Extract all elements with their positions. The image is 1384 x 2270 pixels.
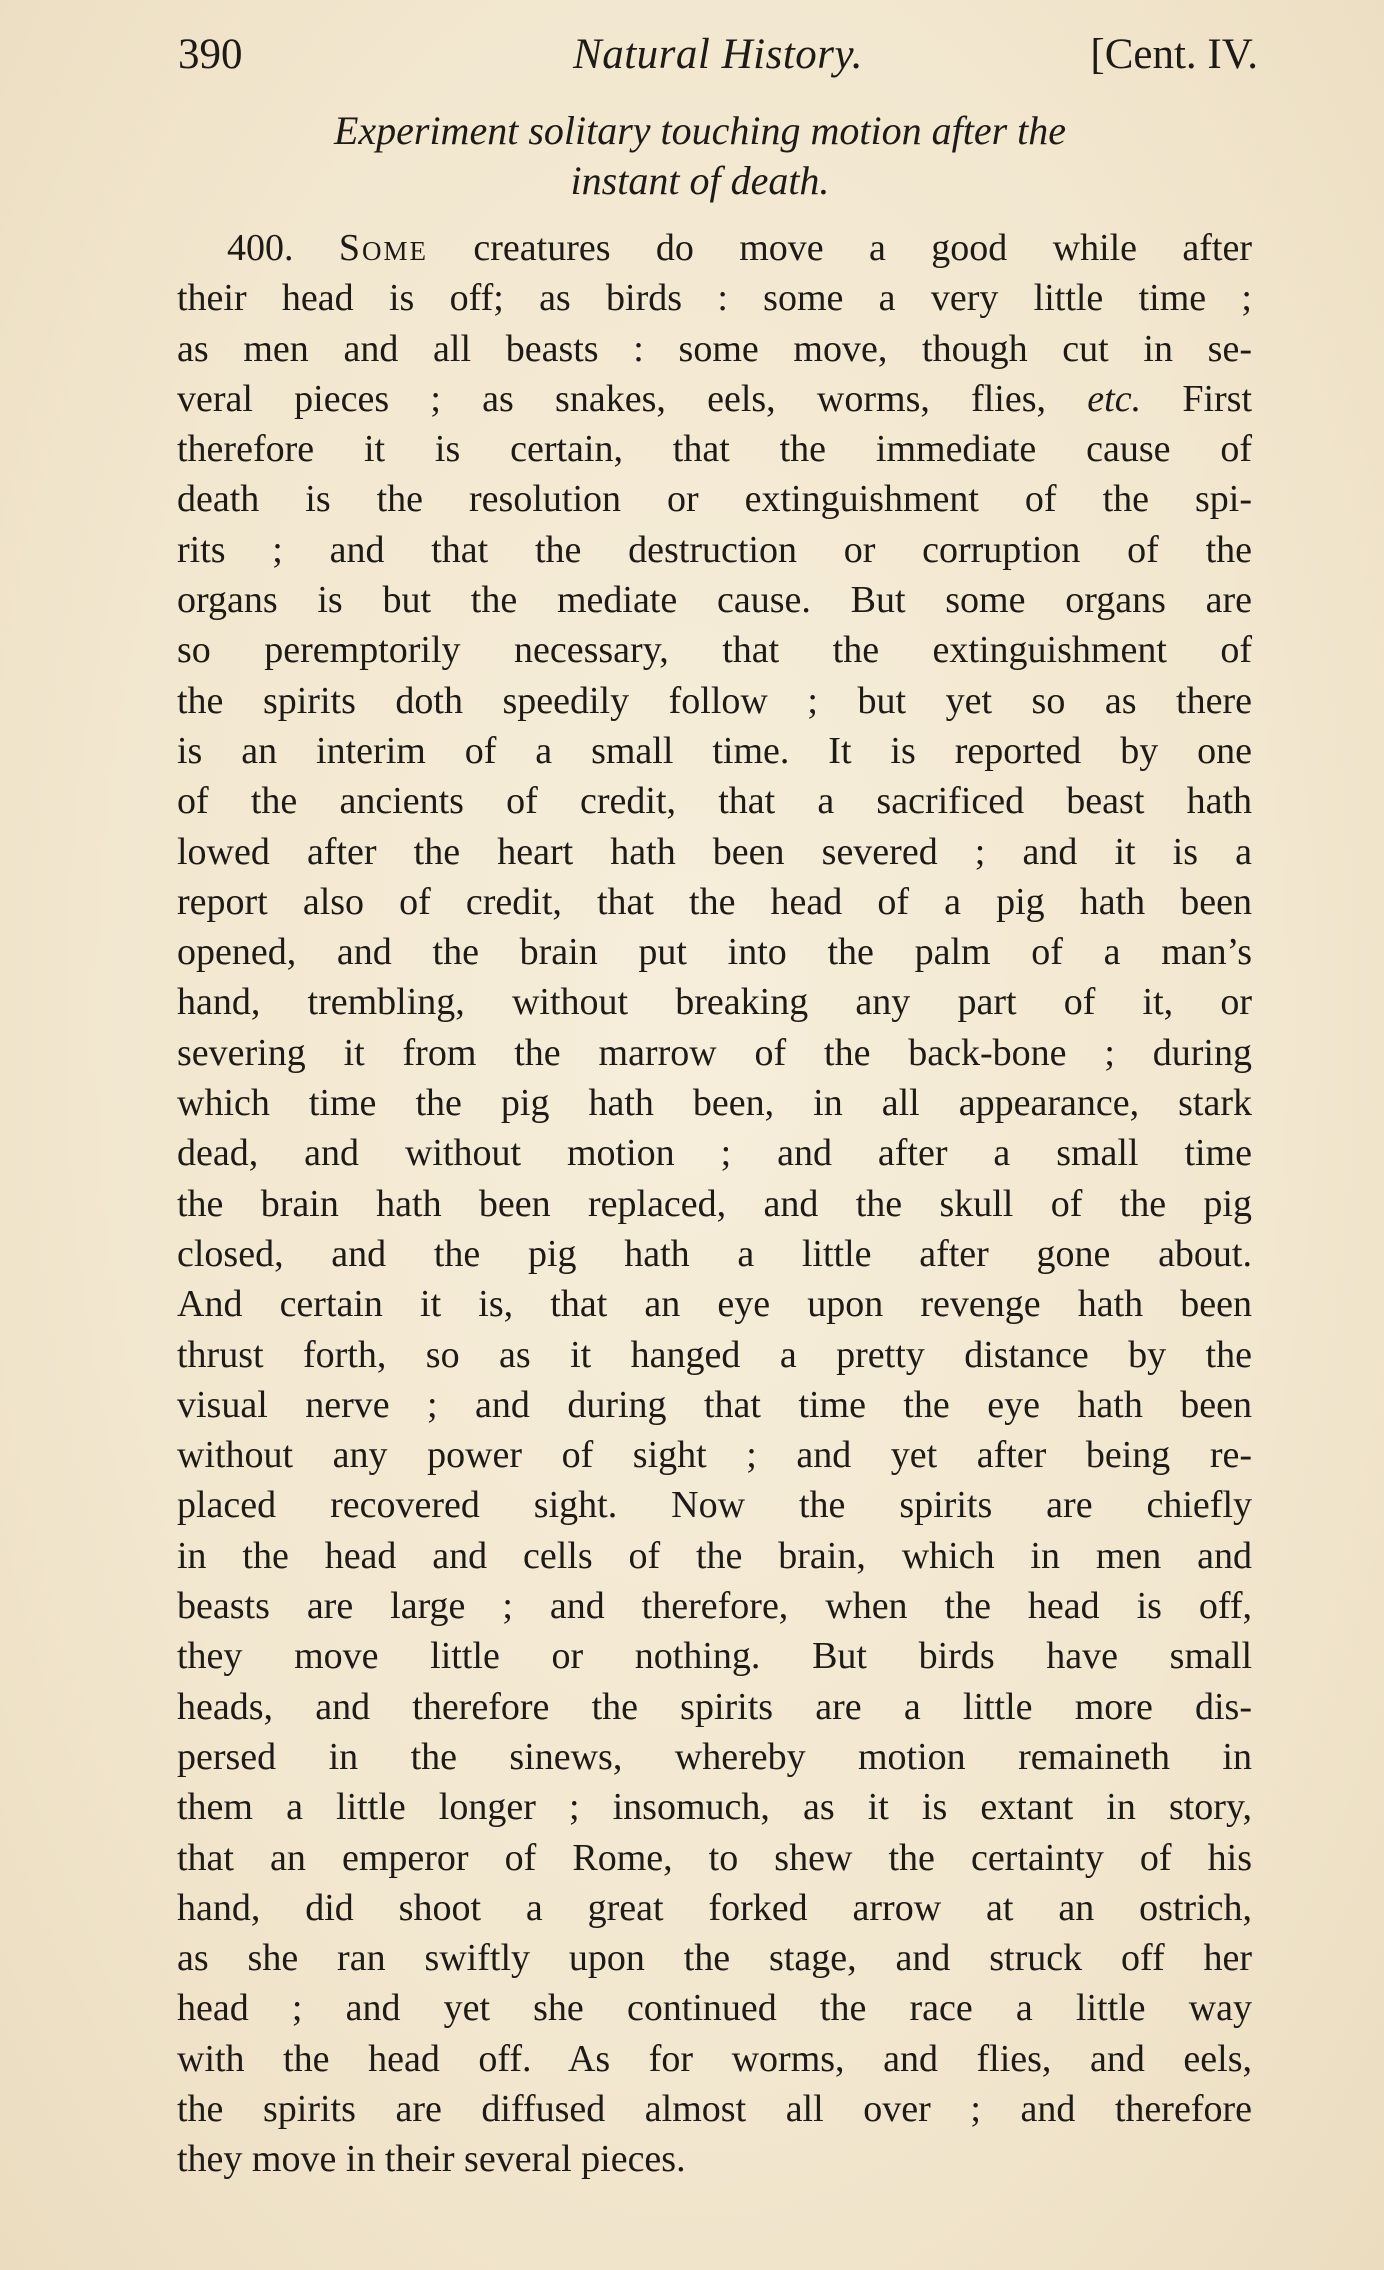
text-line: as men and all beasts : some move, though cut in se- — [177, 327, 1252, 370]
running-section: [Cent. IV. — [1090, 31, 1258, 78]
text-line: as she ran swiftly upon the stage, and struck off her — [177, 1937, 1252, 1980]
text-line: of the ancients of credit, that a sacrificed beast hath — [177, 780, 1252, 823]
text-line: in the head and cells of the brain, which in men and — [177, 1534, 1252, 1577]
paragraph-400 — [177, 223, 1252, 2185]
text-line: placed recovered sight. Now the spirits are chiefly — [177, 1484, 1252, 1527]
text-line: rits ; and that the destruction or corruption of the — [177, 528, 1252, 571]
text-line: beasts are large ; and therefore, when the head is off, — [177, 1585, 1252, 1628]
text-line: closed, and the pig hath a little after gone about. — [177, 1232, 1252, 1275]
paragraph-number: 400. — [227, 227, 294, 269]
text-line-with-italic: veral pieces ; as snakes, eels, worms, flies, etc. First — [177, 377, 1253, 420]
text-line: their head is off; as birds : some a very little time ; — [177, 277, 1252, 320]
running-title: Natural History. — [573, 31, 863, 78]
text-line: hand, did shoot a great forked arrow at an ostrich, — [177, 1886, 1252, 1929]
text-line: so peremptorily necessary, that the extinguishment of — [177, 629, 1252, 672]
italic-etc: etc. — [1087, 377, 1142, 420]
paragraph-first-line-text: creatures do move a good while after — [473, 227, 1253, 269]
text-line: they move little or nothing. But birds have small — [177, 1635, 1252, 1678]
text-line: death is the resolution or extinguishment of the spi- — [177, 478, 1252, 521]
text-line: severing it from the marrow of the back-bone ; during — [177, 1031, 1252, 1074]
text-line: opened, and the brain put into the palm of a man’s — [177, 931, 1252, 974]
section-title — [200, 106, 1200, 206]
text-line: with the head off. As for worms, and flies, and eels, — [177, 2037, 1252, 2080]
text-line: which time the pig hath been, in all appearance, stark — [177, 1082, 1252, 1125]
text-line: persed in the sinews, whereby motion remaineth in — [177, 1735, 1252, 1778]
text-line: And certain it is, that an eye upon revenge hath been — [177, 1283, 1252, 1326]
text-line-last: they move in their several pieces. — [177, 2138, 686, 2181]
paragraph-first-line — [177, 223, 1252, 273]
text-line: report also of credit, that the head of a pig hath been — [177, 880, 1252, 923]
text-line: that an emperor of Rome, to shew the certainty of his — [177, 1836, 1252, 1879]
section-title-line-2: instant of death. — [570, 158, 830, 203]
text-line: lowed after the heart hath been severed ; and it is a — [177, 830, 1252, 873]
page-number: 390 — [178, 31, 243, 78]
text-line: the spirits doth speedily follow ; but yet so as there — [177, 679, 1252, 722]
text-line: them a little longer ; insomuch, as it is extant in story, — [177, 1786, 1252, 1829]
text-line: organs is but the mediate cause. But some organs are — [177, 579, 1252, 622]
text-line: without any power of sight ; and yet after being re- — [177, 1434, 1252, 1477]
text-line: heads, and therefore the spirits are a little more dis- — [177, 1685, 1252, 1728]
section-title-line-1: Experiment solitary touching motion after the — [333, 108, 1067, 153]
text-line: the spirits are diffused almost all over ; and therefore — [177, 2087, 1252, 2130]
text-line: head ; and yet she continued the race a little way — [177, 1987, 1252, 2030]
text-line: is an interim of a small time. It is reported by one — [177, 729, 1252, 772]
text-line: hand, trembling, without breaking any part of it, or — [177, 981, 1252, 1024]
text-line: thrust forth, so as it hanged a pretty distance by the — [177, 1333, 1252, 1376]
paragraph-initial-word: Some — [338, 227, 429, 269]
text-line: therefore it is certain, that the immediate cause of — [177, 428, 1252, 471]
text-line: dead, and without motion ; and after a small time — [177, 1132, 1252, 1175]
text-line: visual nerve ; and during that time the eye hath been — [177, 1383, 1252, 1426]
running-head — [178, 20, 1258, 90]
text-line: the brain hath been replaced, and the skull of the pig — [177, 1182, 1252, 1225]
